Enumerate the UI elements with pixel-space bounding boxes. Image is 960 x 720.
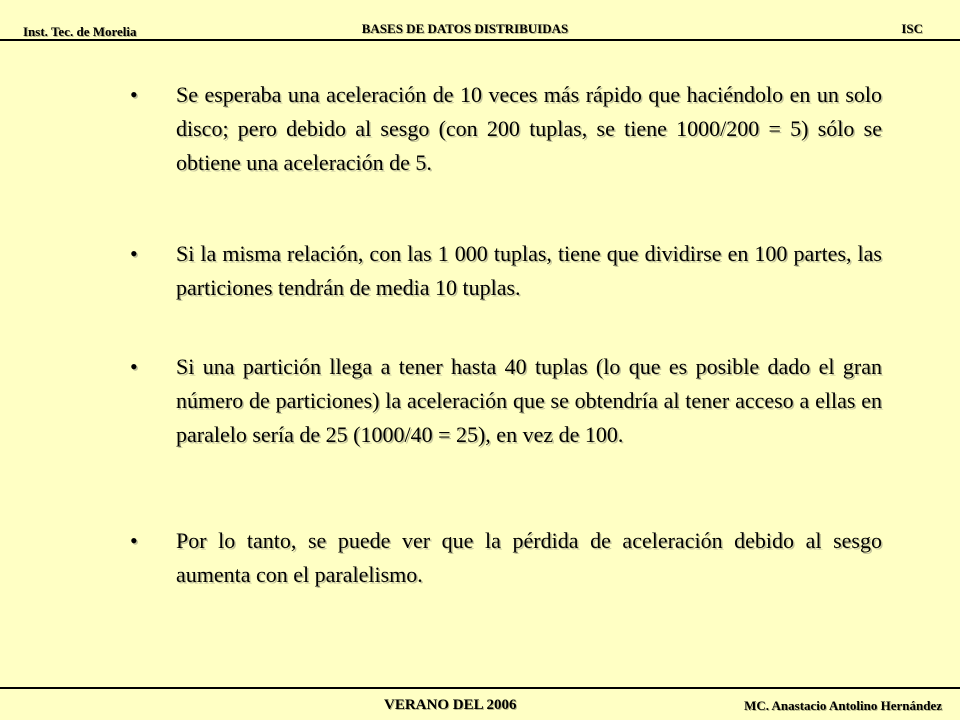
footer-divider bbox=[0, 687, 960, 689]
bullet-item bbox=[130, 524, 882, 592]
bullet-item bbox=[130, 350, 882, 452]
footer-term: VERANO DEL 2006 bbox=[384, 697, 517, 713]
bullet-marker: • bbox=[130, 82, 138, 107]
header-institution: Inst. Tec. de Morelia bbox=[23, 24, 137, 39]
footer-author: MC. Anastacio Antolino Hernández bbox=[744, 698, 942, 713]
bullet-text: Se esperaba una aceleración de 10 veces más rápido que haciéndolo en un solo disco; pero debido al sesgo (con 200 tuplas, se tiene 1000/200 = 5) sólo se obtiene una aceleración de 5. bbox=[176, 82, 882, 175]
bullet-item bbox=[130, 78, 882, 180]
header-course-title: BASES DE DATOS DISTRIBUIDAS bbox=[361, 21, 569, 36]
bullet-marker: • bbox=[130, 241, 138, 266]
bullet-marker: • bbox=[130, 528, 138, 553]
bullet-text: Por lo tanto, se puede ver que la pérdida de aceleración debido al sesgo aumenta con el paralelismo. bbox=[176, 528, 882, 587]
header-program: ISC bbox=[901, 21, 923, 36]
bullet-item bbox=[130, 237, 882, 305]
bullet-text: Si la misma relación, con las 1 000 tuplas, tiene que dividirse en 100 partes, las particiones tendrán de media 10 tuplas. bbox=[176, 241, 882, 300]
bullet-text: Si una partición llega a tener hasta 40 tuplas (lo que es posible dado el gran número de particiones) la aceleración que se obtendría al tener acceso a ellas en paralelo sería de 25 (1000/40 = 25), en vez de 100. bbox=[176, 354, 882, 447]
bullet-marker: • bbox=[130, 354, 138, 379]
